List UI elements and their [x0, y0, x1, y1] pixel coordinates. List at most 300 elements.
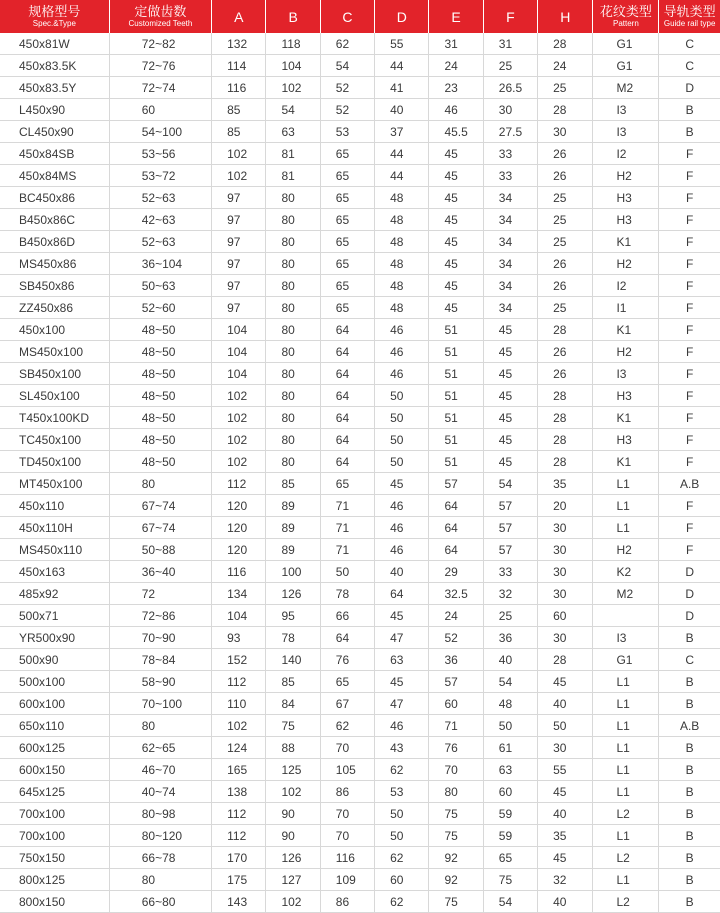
teeth-cell: 58~90 [110, 671, 212, 693]
guide-cell: B [659, 825, 720, 847]
pattern-cell [593, 605, 659, 627]
c-cell: 65 [321, 473, 375, 495]
c-cell: 65 [321, 187, 375, 209]
a-cell: 102 [212, 385, 266, 407]
c-cell: 64 [321, 407, 375, 429]
guide-cell: C [659, 33, 720, 55]
h-cell: 26 [538, 341, 593, 363]
spec-cell: 700x100 [0, 825, 110, 847]
f-cell: 45 [484, 385, 538, 407]
c-cell: 105 [321, 759, 375, 781]
h-cell: 28 [538, 451, 593, 473]
c-cell: 71 [321, 517, 375, 539]
a-cell: 97 [212, 253, 266, 275]
a-cell: 112 [212, 803, 266, 825]
a-cell: 97 [212, 231, 266, 253]
f-cell: 34 [484, 209, 538, 231]
table-row [0, 209, 720, 231]
header-f: F [484, 0, 538, 33]
h-cell: 25 [538, 187, 593, 209]
f-cell: 65 [484, 847, 538, 869]
a-cell: 132 [212, 33, 266, 55]
e-cell: 71 [429, 715, 483, 737]
b-cell: 126 [266, 847, 320, 869]
teeth-cell: 72~76 [110, 55, 212, 77]
spec-cell: YR500x90 [0, 627, 110, 649]
pattern-cell: L1 [593, 781, 659, 803]
table-row [0, 561, 720, 583]
e-cell: 80 [429, 781, 483, 803]
h-cell: 40 [538, 803, 593, 825]
f-cell: 45 [484, 429, 538, 451]
teeth-cell: 48~50 [110, 407, 212, 429]
b-cell: 95 [266, 605, 320, 627]
e-cell: 76 [429, 737, 483, 759]
spec-cell: 645x125 [0, 781, 110, 803]
spec-cell: 450x110H [0, 517, 110, 539]
d-cell: 50 [375, 385, 429, 407]
b-cell: 85 [266, 473, 320, 495]
spec-cell: 450x83.5K [0, 55, 110, 77]
header-guide-zh: 导轨类型 [663, 3, 716, 19]
f-cell: 32 [484, 583, 538, 605]
b-cell: 104 [266, 55, 320, 77]
guide-cell: B [659, 737, 720, 759]
h-cell: 28 [538, 649, 593, 671]
guide-cell: F [659, 495, 720, 517]
guide-cell: B [659, 803, 720, 825]
d-cell: 47 [375, 627, 429, 649]
spec-cell: MS450x110 [0, 539, 110, 561]
header-guide [659, 0, 720, 33]
c-cell: 70 [321, 825, 375, 847]
h-cell: 55 [538, 759, 593, 781]
d-cell: 50 [375, 429, 429, 451]
c-cell: 50 [321, 561, 375, 583]
spec-cell: BC450x86 [0, 187, 110, 209]
d-cell: 46 [375, 517, 429, 539]
h-cell: 25 [538, 209, 593, 231]
teeth-cell: 48~50 [110, 363, 212, 385]
guide-cell: F [659, 341, 720, 363]
spec-cell: 485x92 [0, 583, 110, 605]
guide-cell: F [659, 429, 720, 451]
table-row [0, 649, 720, 671]
f-cell: 31 [484, 33, 538, 55]
c-cell: 86 [321, 781, 375, 803]
f-cell: 50 [484, 715, 538, 737]
guide-cell: D [659, 605, 720, 627]
guide-cell: B [659, 627, 720, 649]
table-row [0, 253, 720, 275]
teeth-cell: 48~50 [110, 341, 212, 363]
a-cell: 104 [212, 319, 266, 341]
header-e: E [429, 0, 483, 33]
f-cell: 33 [484, 143, 538, 165]
d-cell: 62 [375, 847, 429, 869]
h-cell: 30 [538, 539, 593, 561]
b-cell: 63 [266, 121, 320, 143]
spec-cell: 500x100 [0, 671, 110, 693]
h-cell: 28 [538, 99, 593, 121]
table-row [0, 825, 720, 847]
pattern-cell: M2 [593, 77, 659, 99]
c-cell: 64 [321, 363, 375, 385]
e-cell: 45 [429, 209, 483, 231]
b-cell: 80 [266, 363, 320, 385]
spec-cell: CL450x90 [0, 121, 110, 143]
a-cell: 112 [212, 473, 266, 495]
table-row [0, 715, 720, 737]
teeth-cell: 48~50 [110, 319, 212, 341]
guide-cell: A.B [659, 715, 720, 737]
spec-cell: 450x84SB [0, 143, 110, 165]
spec-cell: 450x100 [0, 319, 110, 341]
spec-cell: MS450x86 [0, 253, 110, 275]
h-cell: 28 [538, 319, 593, 341]
guide-cell: B [659, 121, 720, 143]
spec-cell: 750x150 [0, 847, 110, 869]
pattern-cell: K1 [593, 451, 659, 473]
a-cell: 143 [212, 891, 266, 913]
c-cell: 70 [321, 803, 375, 825]
b-cell: 80 [266, 451, 320, 473]
d-cell: 46 [375, 715, 429, 737]
pattern-cell: H3 [593, 209, 659, 231]
h-cell: 28 [538, 407, 593, 429]
e-cell: 32.5 [429, 583, 483, 605]
teeth-cell: 70~90 [110, 627, 212, 649]
e-cell: 51 [429, 385, 483, 407]
f-cell: 34 [484, 231, 538, 253]
b-cell: 81 [266, 143, 320, 165]
guide-cell: B [659, 869, 720, 891]
h-cell: 45 [538, 671, 593, 693]
pattern-cell: K1 [593, 319, 659, 341]
table-row [0, 671, 720, 693]
b-cell: 102 [266, 781, 320, 803]
e-cell: 45 [429, 165, 483, 187]
table-row [0, 693, 720, 715]
guide-cell: F [659, 297, 720, 319]
spec-cell: B450x86D [0, 231, 110, 253]
guide-cell: F [659, 319, 720, 341]
teeth-cell: 42~63 [110, 209, 212, 231]
f-cell: 33 [484, 561, 538, 583]
f-cell: 45 [484, 341, 538, 363]
b-cell: 80 [266, 297, 320, 319]
d-cell: 45 [375, 473, 429, 495]
pattern-cell: L1 [593, 517, 659, 539]
c-cell: 71 [321, 539, 375, 561]
table-row [0, 55, 720, 77]
table-row [0, 781, 720, 803]
pattern-cell: L1 [593, 473, 659, 495]
f-cell: 57 [484, 539, 538, 561]
d-cell: 48 [375, 297, 429, 319]
h-cell: 45 [538, 781, 593, 803]
teeth-cell: 67~74 [110, 495, 212, 517]
spec-cell: 650x110 [0, 715, 110, 737]
h-cell: 30 [538, 583, 593, 605]
spec-cell: MT450x100 [0, 473, 110, 495]
c-cell: 62 [321, 33, 375, 55]
teeth-cell: 46~70 [110, 759, 212, 781]
d-cell: 37 [375, 121, 429, 143]
d-cell: 46 [375, 363, 429, 385]
table-row [0, 605, 720, 627]
a-cell: 110 [212, 693, 266, 715]
spec-cell: SB450x100 [0, 363, 110, 385]
h-cell: 28 [538, 33, 593, 55]
b-cell: 80 [266, 385, 320, 407]
h-cell: 32 [538, 869, 593, 891]
a-cell: 104 [212, 341, 266, 363]
a-cell: 165 [212, 759, 266, 781]
f-cell: 30 [484, 99, 538, 121]
d-cell: 53 [375, 781, 429, 803]
h-cell: 26 [538, 363, 593, 385]
e-cell: 45 [429, 253, 483, 275]
e-cell: 45 [429, 231, 483, 253]
b-cell: 80 [266, 275, 320, 297]
table-row [0, 187, 720, 209]
pattern-cell: K1 [593, 231, 659, 253]
d-cell: 48 [375, 253, 429, 275]
pattern-cell: L1 [593, 693, 659, 715]
h-cell: 30 [538, 737, 593, 759]
c-cell: 64 [321, 385, 375, 407]
pattern-cell: L1 [593, 869, 659, 891]
e-cell: 75 [429, 891, 483, 913]
e-cell: 64 [429, 517, 483, 539]
c-cell: 64 [321, 451, 375, 473]
b-cell: 90 [266, 825, 320, 847]
d-cell: 47 [375, 693, 429, 715]
guide-cell: C [659, 55, 720, 77]
pattern-cell: I3 [593, 121, 659, 143]
a-cell: 97 [212, 187, 266, 209]
f-cell: 34 [484, 275, 538, 297]
pattern-cell: L2 [593, 847, 659, 869]
d-cell: 50 [375, 407, 429, 429]
teeth-cell: 72~86 [110, 605, 212, 627]
f-cell: 59 [484, 803, 538, 825]
b-cell: 75 [266, 715, 320, 737]
c-cell: 52 [321, 99, 375, 121]
a-cell: 102 [212, 165, 266, 187]
teeth-cell: 52~60 [110, 297, 212, 319]
pattern-cell: G1 [593, 33, 659, 55]
h-cell: 60 [538, 605, 593, 627]
table-row [0, 319, 720, 341]
a-cell: 116 [212, 561, 266, 583]
e-cell: 57 [429, 671, 483, 693]
spec-cell: 450x110 [0, 495, 110, 517]
guide-cell: B [659, 99, 720, 121]
pattern-cell: H2 [593, 539, 659, 561]
f-cell: 45 [484, 363, 538, 385]
c-cell: 64 [321, 429, 375, 451]
pattern-cell: L1 [593, 715, 659, 737]
h-cell: 30 [538, 517, 593, 539]
spec-cell: 500x71 [0, 605, 110, 627]
header-pattern-en: Pattern [612, 18, 639, 28]
d-cell: 62 [375, 891, 429, 913]
a-cell: 97 [212, 275, 266, 297]
pattern-cell: I3 [593, 627, 659, 649]
header-pattern-zh: 花纹类型 [599, 3, 652, 19]
teeth-cell: 62~65 [110, 737, 212, 759]
header-d: D [375, 0, 429, 33]
pattern-cell: L1 [593, 495, 659, 517]
a-cell: 85 [212, 99, 266, 121]
spec-cell: 600x125 [0, 737, 110, 759]
c-cell: 65 [321, 231, 375, 253]
f-cell: 34 [484, 253, 538, 275]
h-cell: 25 [538, 297, 593, 319]
spec-cell: 450x81W [0, 33, 110, 55]
f-cell: 36 [484, 627, 538, 649]
e-cell: 75 [429, 803, 483, 825]
table-row [0, 583, 720, 605]
table-row [0, 737, 720, 759]
header-spec-en: Spec.&Type [32, 18, 76, 28]
e-cell: 24 [429, 55, 483, 77]
guide-cell: B [659, 891, 720, 913]
teeth-cell: 50~88 [110, 539, 212, 561]
h-cell: 35 [538, 473, 593, 495]
b-cell: 80 [266, 231, 320, 253]
c-cell: 62 [321, 715, 375, 737]
c-cell: 78 [321, 583, 375, 605]
table-row [0, 759, 720, 781]
c-cell: 53 [321, 121, 375, 143]
teeth-cell: 80 [110, 869, 212, 891]
spec-cell: MS450x100 [0, 341, 110, 363]
e-cell: 24 [429, 605, 483, 627]
teeth-cell: 48~50 [110, 451, 212, 473]
header-teeth-zh: 定做齿数 [134, 3, 187, 19]
d-cell: 48 [375, 275, 429, 297]
e-cell: 51 [429, 363, 483, 385]
e-cell: 51 [429, 429, 483, 451]
d-cell: 63 [375, 649, 429, 671]
pattern-cell: I2 [593, 143, 659, 165]
d-cell: 62 [375, 759, 429, 781]
b-cell: 125 [266, 759, 320, 781]
e-cell: 75 [429, 825, 483, 847]
table-row [0, 275, 720, 297]
b-cell: 89 [266, 539, 320, 561]
f-cell: 40 [484, 649, 538, 671]
d-cell: 46 [375, 319, 429, 341]
guide-cell: F [659, 451, 720, 473]
h-cell: 40 [538, 891, 593, 913]
d-cell: 44 [375, 143, 429, 165]
guide-cell: D [659, 561, 720, 583]
spec-cell: 450x84MS [0, 165, 110, 187]
d-cell: 43 [375, 737, 429, 759]
table-row [0, 297, 720, 319]
c-cell: 70 [321, 737, 375, 759]
d-cell: 50 [375, 825, 429, 847]
e-cell: 45 [429, 297, 483, 319]
a-cell: 112 [212, 671, 266, 693]
a-cell: 97 [212, 209, 266, 231]
table-row [0, 385, 720, 407]
spec-cell: 450x163 [0, 561, 110, 583]
teeth-cell: 54~100 [110, 121, 212, 143]
h-cell: 30 [538, 121, 593, 143]
b-cell: 100 [266, 561, 320, 583]
pattern-cell: H2 [593, 253, 659, 275]
teeth-cell: 66~78 [110, 847, 212, 869]
pattern-cell: H3 [593, 187, 659, 209]
header-spec [0, 0, 110, 33]
pattern-cell: H2 [593, 341, 659, 363]
f-cell: 54 [484, 473, 538, 495]
guide-cell: F [659, 275, 720, 297]
table-row [0, 407, 720, 429]
c-cell: 109 [321, 869, 375, 891]
guide-cell: B [659, 759, 720, 781]
teeth-cell: 67~74 [110, 517, 212, 539]
spec-cell: TC450x100 [0, 429, 110, 451]
teeth-cell: 48~50 [110, 429, 212, 451]
guide-cell: F [659, 407, 720, 429]
teeth-cell: 80~98 [110, 803, 212, 825]
table-row [0, 627, 720, 649]
d-cell: 50 [375, 451, 429, 473]
a-cell: 102 [212, 143, 266, 165]
header-row [0, 0, 720, 33]
e-cell: 70 [429, 759, 483, 781]
a-cell: 120 [212, 495, 266, 517]
h-cell: 24 [538, 55, 593, 77]
pattern-cell: L1 [593, 759, 659, 781]
d-cell: 46 [375, 341, 429, 363]
c-cell: 64 [321, 627, 375, 649]
teeth-cell: 50~63 [110, 275, 212, 297]
c-cell: 65 [321, 671, 375, 693]
e-cell: 64 [429, 495, 483, 517]
d-cell: 41 [375, 77, 429, 99]
spec-cell: L450x90 [0, 99, 110, 121]
a-cell: 97 [212, 297, 266, 319]
e-cell: 45 [429, 187, 483, 209]
pattern-cell: I3 [593, 363, 659, 385]
a-cell: 120 [212, 517, 266, 539]
d-cell: 48 [375, 187, 429, 209]
teeth-cell: 48~50 [110, 385, 212, 407]
h-cell: 28 [538, 385, 593, 407]
pattern-cell: I2 [593, 275, 659, 297]
b-cell: 126 [266, 583, 320, 605]
h-cell: 26 [538, 143, 593, 165]
h-cell: 28 [538, 429, 593, 451]
h-cell: 25 [538, 77, 593, 99]
a-cell: 170 [212, 847, 266, 869]
e-cell: 23 [429, 77, 483, 99]
e-cell: 52 [429, 627, 483, 649]
pattern-cell: I3 [593, 99, 659, 121]
pattern-cell: K2 [593, 561, 659, 583]
d-cell: 64 [375, 583, 429, 605]
c-cell: 65 [321, 165, 375, 187]
table-row [0, 33, 720, 55]
guide-cell: F [659, 165, 720, 187]
